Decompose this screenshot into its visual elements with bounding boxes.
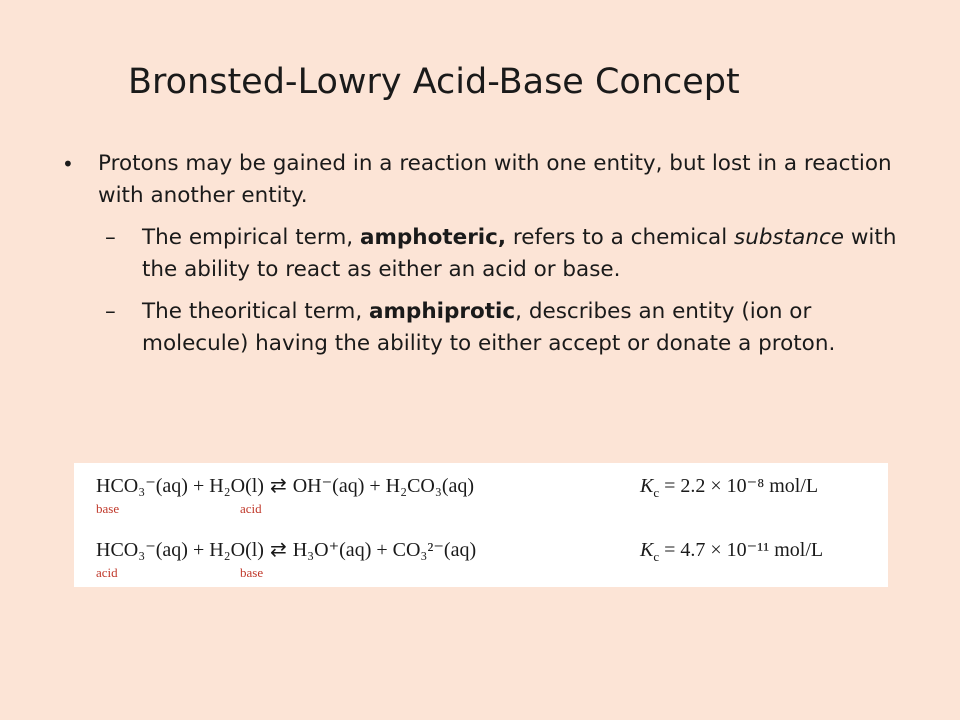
eq2-reactants: HCO₃⁻(aq) + H₂O(l) [96, 539, 264, 561]
sub-item-text-post: with the ability to react as either an acid or base. [142, 225, 897, 282]
sub-item-amphoteric [60, 222, 920, 286]
slide-content [60, 148, 920, 360]
eq1-constant: $K_c = 2.2 \times 10^{-8}$ mol/L [640, 475, 819, 500]
dash-marker: – [105, 225, 116, 250]
equation-2 [96, 537, 476, 562]
dash-marker: – [105, 299, 116, 324]
equilibrium-arrow-icon: ⇄ [269, 539, 287, 561]
term-substance: substance [734, 225, 844, 250]
eq2-constant: $K_c = 4.7 \times 10^{-11}$ mol/L [640, 539, 824, 564]
eq2-products: H₃O⁺(aq) + CO₃²⁻(aq) [292, 539, 477, 561]
term-amphiprotic: amphiprotic [369, 299, 516, 324]
equation-1 [96, 473, 474, 498]
sub-item-amphiprotic [60, 296, 920, 360]
bullet-text: Protons may be gained in a reaction with one entity, but lost in a reaction with another entity. [98, 151, 892, 208]
sub-item-text-pre: The empirical term, [142, 225, 360, 250]
eq2-label-acid: acid [96, 565, 118, 580]
equilibrium-arrow-icon: ⇄ [269, 475, 287, 497]
sub-item-text-pre: The theoritical term, [142, 299, 370, 324]
eq1-label-acid: acid [240, 501, 262, 516]
bullet-item [60, 148, 920, 212]
equations-image [74, 463, 888, 587]
sub-item-text-mid: refers to a chemical [506, 225, 735, 250]
eq1-products: OH⁻(aq) + H₂CO₃(aq) [292, 475, 475, 497]
eq1-label-base: base [96, 501, 120, 516]
sub-item-text-post: , describes an entity (ion or molecule) having the ability to either accept or donate a proton. [142, 299, 836, 356]
bullet-marker: • [62, 152, 74, 176]
term-amphoteric: amphoteric, [359, 225, 507, 250]
slide-title: Bronsted-Lowry Acid-Base Concept [128, 62, 740, 102]
eq2-label-base: base [240, 565, 264, 580]
eq1-reactants: HCO₃⁻(aq) + H₂O(l) [96, 475, 264, 497]
